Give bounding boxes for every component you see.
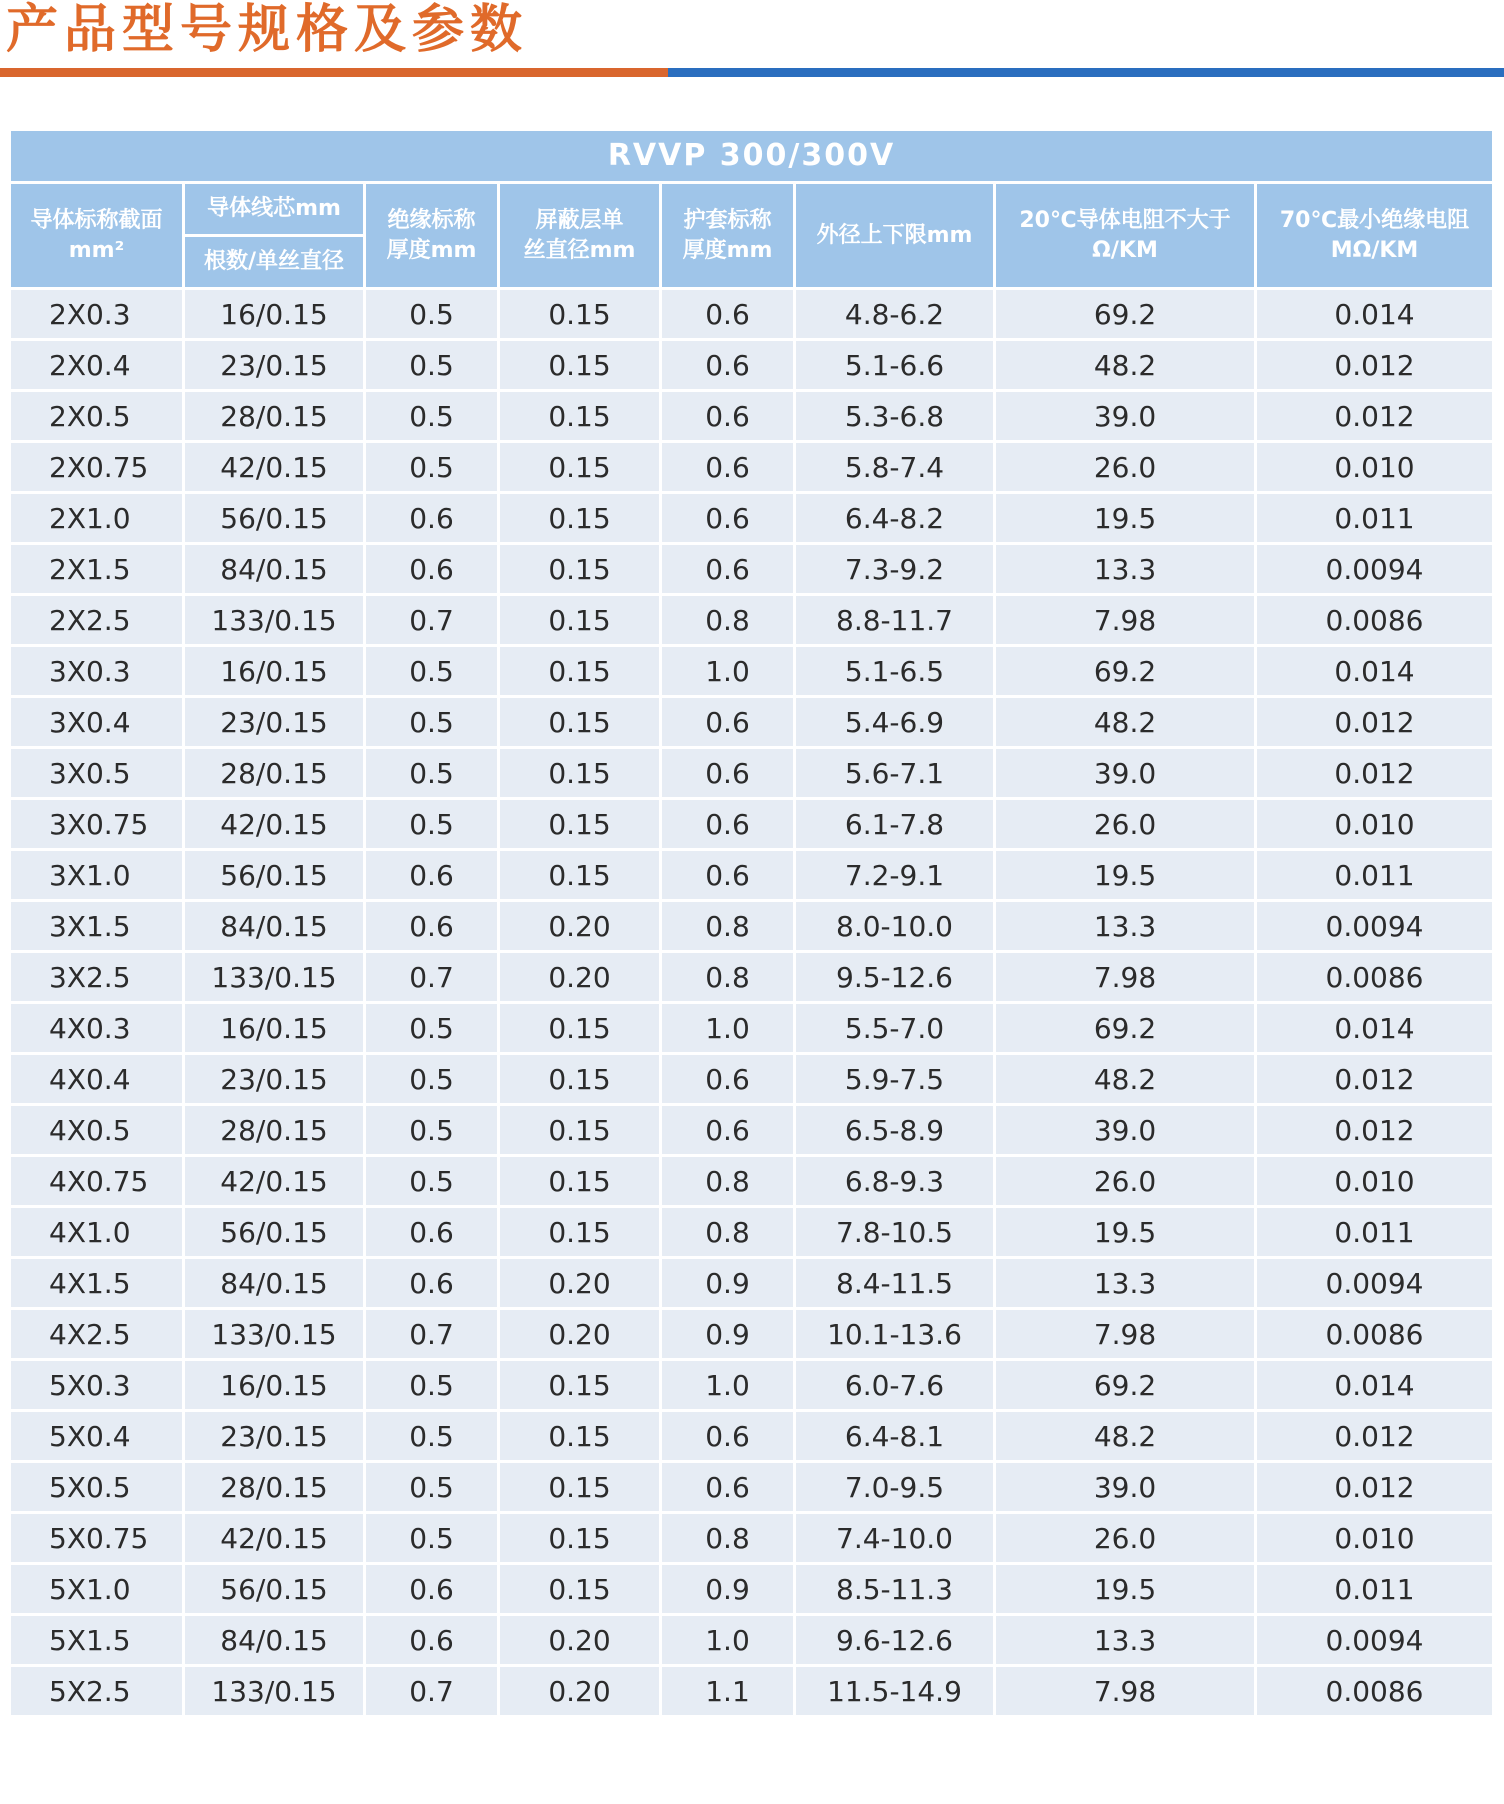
table-cell: 2X0.5 [10,391,184,442]
table-cell: 0.0086 [1256,952,1494,1003]
header-insulation-resistance [1256,183,1494,289]
table-cell: 0.011 [1256,1564,1494,1615]
header-section-line2: mm² [68,237,125,263]
table-cell: 0.6 [365,901,499,952]
table-cell: 0.6 [365,850,499,901]
table-cell: 0.8 [661,595,795,646]
table-cell: 0.9 [661,1258,795,1309]
table-row [10,1615,1494,1666]
table-cell: 6.1-7.8 [795,799,995,850]
table-cell: 0.6 [661,1105,795,1156]
table-cell: 0.010 [1256,442,1494,493]
table-cell: 0.20 [499,1666,661,1717]
header-insulation [365,183,499,289]
table-cell: 8.5-11.3 [795,1564,995,1615]
title-underline-blue [668,68,1504,77]
table-cell: 0.012 [1256,1411,1494,1462]
table-cell: 0.20 [499,952,661,1003]
table-cell: 0.6 [661,748,795,799]
table-cell: 2X0.4 [10,340,184,391]
table-cell: 0.010 [1256,799,1494,850]
table-cell: 0.0094 [1256,544,1494,595]
table-cell: 0.15 [499,289,661,340]
table-cell: 2X1.5 [10,544,184,595]
header-sheath-line1: 护套标称 [683,207,772,233]
table-cell: 0.7 [365,952,499,1003]
table-cell: 0.6 [661,1411,795,1462]
title-underline-orange [0,68,668,77]
table-cell: 0.0086 [1256,595,1494,646]
table-cell: 0.20 [499,1309,661,1360]
header-insulation-resistance-line2: MΩ/KM [1330,237,1419,263]
title-underline [0,68,1504,77]
table-cell: 7.0-9.5 [795,1462,995,1513]
table-cell: 7.98 [995,595,1256,646]
table-cell: 0.15 [499,340,661,391]
table-cell: 0.15 [499,544,661,595]
table-cell: 0.8 [661,1207,795,1258]
table-cell: 0.0086 [1256,1666,1494,1717]
table-cell: 8.4-11.5 [795,1258,995,1309]
header-insulation-line1: 绝缘标称 [387,207,476,233]
table-cell: 0.012 [1256,697,1494,748]
table-cell: 42/0.15 [184,1513,365,1564]
table-cell: 0.7 [365,595,499,646]
table-cell: 0.6 [365,493,499,544]
table-cell: 0.6 [661,340,795,391]
table-cell: 0.5 [365,697,499,748]
table-cell: 0.20 [499,1258,661,1309]
table-row [10,952,1494,1003]
table-row [10,595,1494,646]
table-cell: 1.1 [661,1666,795,1717]
table-cell: 0.8 [661,1156,795,1207]
table-cell: 0.15 [499,697,661,748]
header-sheath-line2: 厚度mm [682,237,773,263]
table-cell: 0.011 [1256,1207,1494,1258]
table-row [10,493,1494,544]
table-cell: 0.6 [661,1462,795,1513]
table-cell: 0.15 [499,1156,661,1207]
table-cell: 0.6 [661,544,795,595]
table-row [10,1258,1494,1309]
table-cell: 0.0094 [1256,901,1494,952]
table-cell: 28/0.15 [184,1105,365,1156]
table-cell: 0.20 [499,901,661,952]
table-cell: 5X0.75 [10,1513,184,1564]
table-cell: 5X0.3 [10,1360,184,1411]
table-cell: 0.15 [499,1003,661,1054]
table-cell: 16/0.15 [184,289,365,340]
table-cell: 4X2.5 [10,1309,184,1360]
table-cell: 5.9-7.5 [795,1054,995,1105]
table-cell: 28/0.15 [184,1462,365,1513]
table-cell: 48.2 [995,1411,1256,1462]
table-cell: 9.5-12.6 [795,952,995,1003]
table-cell: 13.3 [995,544,1256,595]
table-cell: 6.4-8.2 [795,493,995,544]
header-conductor-group: 导体线芯mm [184,183,365,236]
table-cell: 0.7 [365,1309,499,1360]
table-cell: 69.2 [995,289,1256,340]
table-cell: 0.011 [1256,850,1494,901]
table-cell: 0.014 [1256,1003,1494,1054]
table-cell: 0.5 [365,646,499,697]
table-row [10,1564,1494,1615]
table-cell: 0.5 [365,1156,499,1207]
table-cell: 6.8-9.3 [795,1156,995,1207]
table-cell: 4X0.3 [10,1003,184,1054]
table-cell: 0.9 [661,1309,795,1360]
table-cell: 0.5 [365,289,499,340]
table-row [10,1054,1494,1105]
table-cell: 3X0.5 [10,748,184,799]
table-cell: 23/0.15 [184,697,365,748]
table-cell: 1.0 [661,646,795,697]
table-cell: 0.15 [499,1207,661,1258]
table-cell: 0.6 [661,799,795,850]
table-cell: 0.012 [1256,1054,1494,1105]
header-shield-line1: 屏蔽层单 [535,207,624,233]
table-cell: 16/0.15 [184,1360,365,1411]
table-cell: 13.3 [995,1615,1256,1666]
table-cell: 4X0.4 [10,1054,184,1105]
table-row [10,1309,1494,1360]
header-outer-diameter: 外径上下限mm [795,183,995,289]
table-row [10,1513,1494,1564]
table-cell: 5X0.5 [10,1462,184,1513]
table-cell: 0.5 [365,340,499,391]
table-cell: 0.5 [365,1105,499,1156]
table-cell: 42/0.15 [184,1156,365,1207]
header-resistance [995,183,1256,289]
table-row [10,1666,1494,1717]
table-cell: 5.6-7.1 [795,748,995,799]
table-cell: 0.6 [365,1258,499,1309]
table-cell: 3X1.5 [10,901,184,952]
table-cell: 6.5-8.9 [795,1105,995,1156]
table-cell: 39.0 [995,1105,1256,1156]
table-cell: 16/0.15 [184,646,365,697]
table-row [10,646,1494,697]
table-cell: 84/0.15 [184,1258,365,1309]
table-cell: 0.9 [661,1564,795,1615]
table-cell: 0.012 [1256,391,1494,442]
table-cell: 5X1.5 [10,1615,184,1666]
table-cell: 19.5 [995,493,1256,544]
table-cell: 84/0.15 [184,901,365,952]
table-cell: 1.0 [661,1615,795,1666]
table-cell: 0.6 [661,850,795,901]
table-cell: 56/0.15 [184,850,365,901]
table-cell: 28/0.15 [184,391,365,442]
table-cell: 28/0.15 [184,748,365,799]
table-row [10,1411,1494,1462]
table-cell: 69.2 [995,1360,1256,1411]
table-cell: 26.0 [995,799,1256,850]
table-cell: 0.15 [499,1360,661,1411]
table-cell: 84/0.15 [184,544,365,595]
header-sheath [661,183,795,289]
table-row [10,1105,1494,1156]
table-cell: 26.0 [995,442,1256,493]
table-cell: 13.3 [995,1258,1256,1309]
table-cell: 48.2 [995,1054,1256,1105]
table-cell: 7.4-10.0 [795,1513,995,1564]
table-cell: 0.15 [499,1054,661,1105]
table-cell: 0.6 [661,391,795,442]
table-cell: 2X1.0 [10,493,184,544]
table-cell: 69.2 [995,1003,1256,1054]
table-cell: 133/0.15 [184,595,365,646]
table-cell: 8.8-11.7 [795,595,995,646]
table-cell: 0.5 [365,799,499,850]
table-cell: 7.3-9.2 [795,544,995,595]
table-cell: 0.012 [1256,340,1494,391]
table-cell: 0.5 [365,1054,499,1105]
table-cell: 3X0.3 [10,646,184,697]
table-cell: 0.15 [499,391,661,442]
table-cell: 1.0 [661,1003,795,1054]
table-cell: 5X2.5 [10,1666,184,1717]
header-section-line1: 导体标称截面 [30,207,163,233]
table-cell: 39.0 [995,748,1256,799]
table-cell: 69.2 [995,646,1256,697]
table-cell: 19.5 [995,850,1256,901]
table-row [10,544,1494,595]
table-cell: 4X1.5 [10,1258,184,1309]
table-cell: 0.012 [1256,1462,1494,1513]
table-cell: 3X1.0 [10,850,184,901]
table-cell: 48.2 [995,697,1256,748]
table-cell: 0.15 [499,1462,661,1513]
table-cell: 0.15 [499,1513,661,1564]
table-cell: 0.5 [365,1411,499,1462]
table-cell: 0.014 [1256,1360,1494,1411]
table-cell: 0.15 [499,799,661,850]
table-cell: 0.15 [499,1105,661,1156]
table-cell: 0.5 [365,442,499,493]
table-cell: 0.010 [1256,1513,1494,1564]
table-cell: 0.5 [365,1513,499,1564]
table-cell: 6.4-8.1 [795,1411,995,1462]
table-cell: 0.15 [499,442,661,493]
table-cell: 84/0.15 [184,1615,365,1666]
table-cell: 3X0.4 [10,697,184,748]
table-cell: 0.6 [661,289,795,340]
table-cell: 42/0.15 [184,442,365,493]
table-cell: 11.5-14.9 [795,1666,995,1717]
table-cell: 0.5 [365,748,499,799]
table-cell: 0.6 [661,697,795,748]
header-insulation-line2: 厚度mm [386,237,477,263]
page-title: 产品型号规格及参数 [6,0,529,60]
table-cell: 0.15 [499,1564,661,1615]
table-row [10,1462,1494,1513]
table-cell: 39.0 [995,391,1256,442]
table-cell: 0.010 [1256,1156,1494,1207]
table-cell: 1.0 [661,1360,795,1411]
table-cell: 4X0.5 [10,1105,184,1156]
table-cell: 0.15 [499,493,661,544]
table-cell: 0.15 [499,646,661,697]
table-cell: 0.15 [499,1411,661,1462]
table-row [10,748,1494,799]
table-cell: 0.012 [1256,748,1494,799]
table-cell: 7.2-9.1 [795,850,995,901]
table-cell: 0.15 [499,595,661,646]
table-cell: 2X0.3 [10,289,184,340]
table-cell: 0.6 [365,544,499,595]
table-cell: 42/0.15 [184,799,365,850]
table-cell: 0.014 [1256,289,1494,340]
table-cell: 2X2.5 [10,595,184,646]
table-row [10,289,1494,340]
table-cell: 26.0 [995,1156,1256,1207]
table-cell: 26.0 [995,1513,1256,1564]
table-row [10,799,1494,850]
table-cell: 0.6 [661,442,795,493]
header-section [10,183,184,289]
table-cell: 0.012 [1256,1105,1494,1156]
table-row [10,442,1494,493]
table-row [10,1156,1494,1207]
table-cell: 4.8-6.2 [795,289,995,340]
table-cell: 7.98 [995,952,1256,1003]
table-cell: 0.8 [661,901,795,952]
header-shield [499,183,661,289]
table-row [10,1360,1494,1411]
table-cell: 133/0.15 [184,1666,365,1717]
table-cell: 7.98 [995,1309,1256,1360]
table-cell: 2X0.75 [10,442,184,493]
table-row [10,697,1494,748]
table-cell: 23/0.15 [184,340,365,391]
table-cell: 7.8-10.5 [795,1207,995,1258]
table-cell: 0.6 [365,1615,499,1666]
table-cell: 0.5 [365,391,499,442]
table-cell: 5X0.4 [10,1411,184,1462]
table-cell: 56/0.15 [184,1564,365,1615]
table-cell: 23/0.15 [184,1054,365,1105]
table-cell: 0.0094 [1256,1258,1494,1309]
table-banner: RVVP 300/300V [10,130,1494,183]
table-cell: 133/0.15 [184,1309,365,1360]
table-cell: 23/0.15 [184,1411,365,1462]
table-cell: 7.98 [995,1666,1256,1717]
table-cell: 4X1.0 [10,1207,184,1258]
table-row [10,1207,1494,1258]
table-cell: 0.8 [661,952,795,1003]
table-cell: 133/0.15 [184,952,365,1003]
table-cell: 0.014 [1256,646,1494,697]
table-cell: 0.6 [365,1207,499,1258]
header-shield-line2: 丝直径mm [523,237,636,263]
table-cell: 13.3 [995,901,1256,952]
table-cell: 0.7 [365,1666,499,1717]
table-cell: 0.6 [661,493,795,544]
table-cell: 5.8-7.4 [795,442,995,493]
header-insulation-resistance-line1: 70℃最小绝缘电阻 [1279,207,1470,233]
table-cell: 10.1-13.6 [795,1309,995,1360]
table-cell: 56/0.15 [184,493,365,544]
table-cell: 0.6 [661,1054,795,1105]
table-cell: 5X1.0 [10,1564,184,1615]
table-cell: 5.1-6.5 [795,646,995,697]
table-cell: 0.0086 [1256,1309,1494,1360]
table-cell: 0.5 [365,1003,499,1054]
table-cell: 3X2.5 [10,952,184,1003]
table-cell: 0.6 [365,1564,499,1615]
table-cell: 0.5 [365,1360,499,1411]
table-row [10,850,1494,901]
table-row [10,901,1494,952]
table-cell: 9.6-12.6 [795,1615,995,1666]
header-resistance-line2: Ω/KM [1092,237,1158,263]
header-conductor-sub: 根数/单丝直径 [184,236,365,289]
table-cell: 3X0.75 [10,799,184,850]
table-cell: 19.5 [995,1564,1256,1615]
table-cell: 8.0-10.0 [795,901,995,952]
table-cell: 0.011 [1256,493,1494,544]
table-cell: 48.2 [995,340,1256,391]
table-row [10,340,1494,391]
table-row [10,1003,1494,1054]
table-cell: 56/0.15 [184,1207,365,1258]
table-cell: 5.3-6.8 [795,391,995,442]
table-cell: 0.15 [499,748,661,799]
table-cell: 0.0094 [1256,1615,1494,1666]
table-cell: 0.20 [499,1615,661,1666]
table-cell: 5.4-6.9 [795,697,995,748]
header-resistance-line1: 20℃导体电阻不大于 [1019,207,1231,233]
table-cell: 0.5 [365,1462,499,1513]
spec-table [8,128,1495,1718]
table-cell: 0.15 [499,850,661,901]
table-cell: 39.0 [995,1462,1256,1513]
table-cell: 6.0-7.6 [795,1360,995,1411]
table-cell: 0.8 [661,1513,795,1564]
table-cell: 5.1-6.6 [795,340,995,391]
table-cell: 4X0.75 [10,1156,184,1207]
table-cell: 19.5 [995,1207,1256,1258]
table-row [10,391,1494,442]
table-cell: 5.5-7.0 [795,1003,995,1054]
table-cell: 16/0.15 [184,1003,365,1054]
